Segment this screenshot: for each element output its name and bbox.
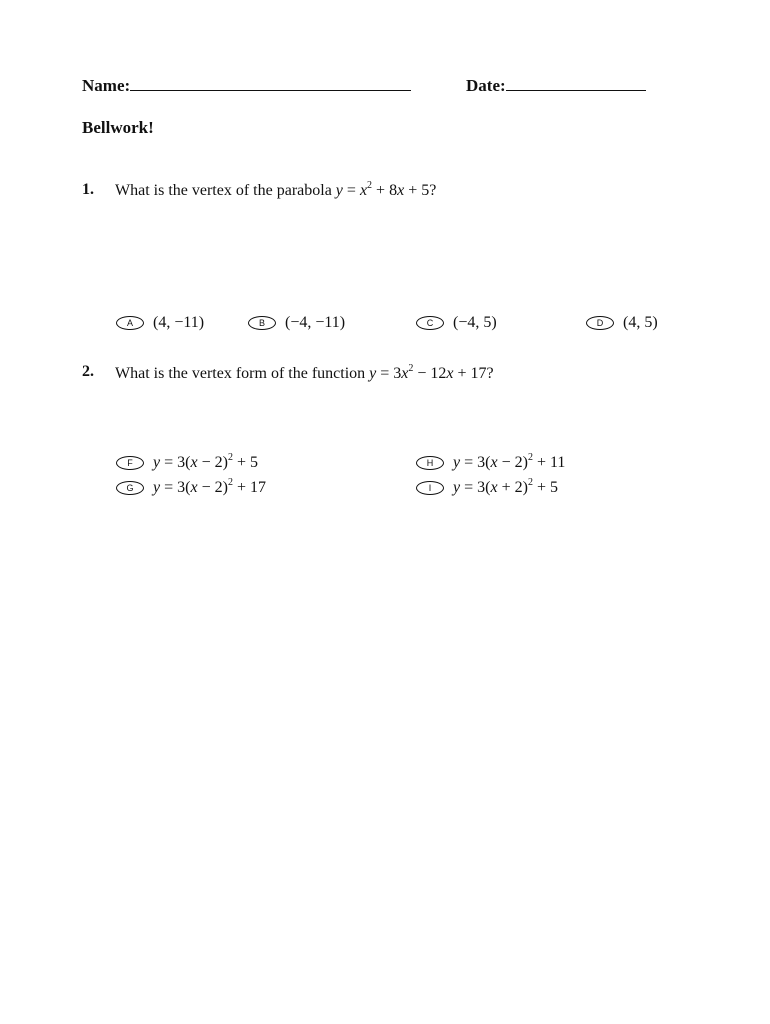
- date-field: [466, 76, 646, 96]
- date-label: Date:: [466, 76, 506, 95]
- question-1-equation: $y = x^2 + 8x + 5$?: [335, 180, 437, 199]
- choice-a-text: (4, −11): [153, 314, 205, 331]
- choice-i-text: $y = 3(x + 2)^2 + 5$: [453, 477, 558, 496]
- bubble-f[interactable]: F: [116, 456, 144, 470]
- bubble-c[interactable]: C: [416, 316, 444, 330]
- choice-c[interactable]: [416, 314, 497, 332]
- choice-d[interactable]: [586, 314, 658, 332]
- choice-g[interactable]: [116, 479, 266, 497]
- bubble-h[interactable]: H: [416, 456, 444, 470]
- name-field: [82, 76, 411, 96]
- bubble-b[interactable]: B: [248, 316, 276, 330]
- bubble-a[interactable]: A: [116, 316, 144, 330]
- choice-g-text: $y = 3(x - 2)^2 + 17$: [153, 477, 266, 496]
- page-title: Bellwork!: [82, 118, 154, 137]
- bubble-d[interactable]: D: [586, 316, 614, 330]
- choice-b[interactable]: [248, 314, 345, 332]
- question-2-text: What is the vertex form of the function $y = 3x^2 - 12x + 17$?: [115, 363, 494, 382]
- choice-h-text: $y = 3(x - 2)^2 + 11$: [453, 452, 566, 471]
- question-1-number: 1.: [82, 181, 94, 198]
- choice-f[interactable]: [116, 454, 258, 472]
- choice-a[interactable]: [116, 314, 204, 332]
- question-1-text: What is the vertex of the parabola $y = x^2 + 8x + 5$?: [115, 180, 437, 199]
- choice-i[interactable]: [416, 479, 558, 497]
- choice-b-text: (−4, −11): [285, 314, 346, 331]
- question-2-number: 2.: [82, 363, 94, 380]
- name-label: Name:: [82, 76, 131, 95]
- date-blank[interactable]: [506, 76, 646, 91]
- choice-d-text: (4, 5): [623, 314, 658, 331]
- choice-f-text: $y = 3(x - 2)^2 + 5$: [153, 452, 258, 471]
- choice-c-text: (−4, 5): [453, 314, 497, 331]
- bubble-g[interactable]: G: [116, 481, 144, 495]
- question-2-equation: $y = 3x^2 - 12x + 17$?: [369, 363, 494, 382]
- name-blank[interactable]: [130, 76, 411, 91]
- choice-h[interactable]: [416, 454, 565, 472]
- bubble-i[interactable]: I: [416, 481, 444, 495]
